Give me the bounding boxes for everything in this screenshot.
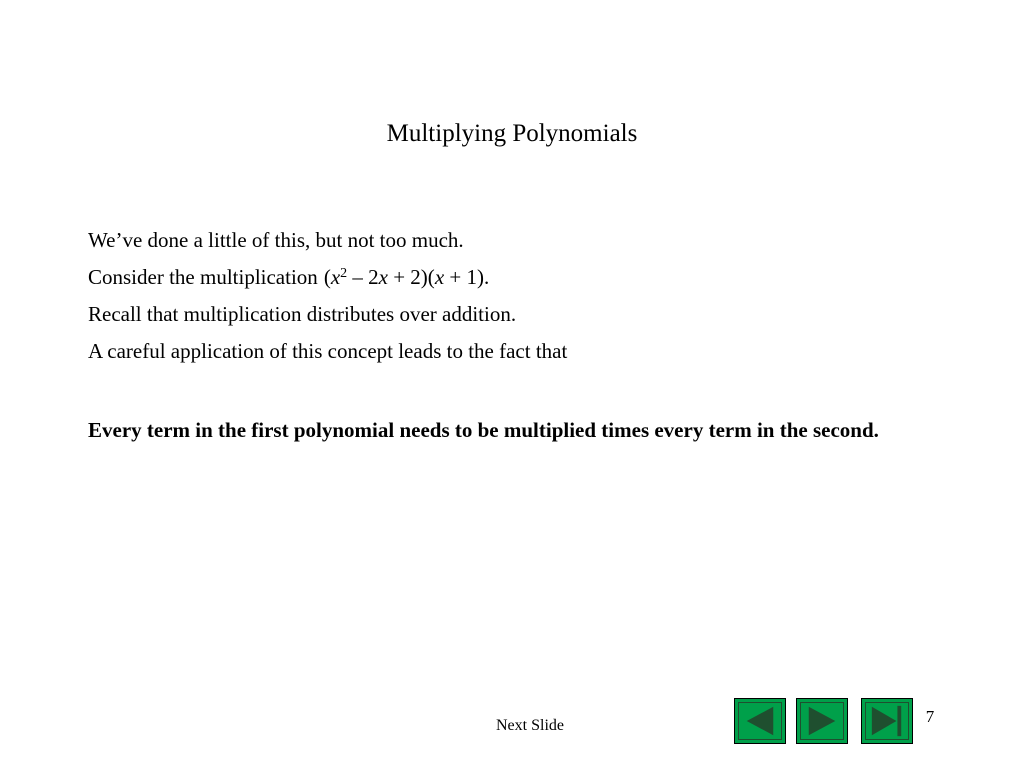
formula-mid-1: – 2 [347, 265, 379, 289]
body-line-1: We’ve done a little of this, but not too much. [88, 228, 464, 252]
triangle-right-icon [801, 703, 843, 739]
next-slide-button[interactable] [796, 698, 848, 744]
formula-open: ( [323, 265, 331, 289]
skip-to-end-icon [866, 703, 908, 739]
formula-end: + 1). [444, 265, 490, 289]
formula-mid-2: + 2)( [387, 265, 435, 289]
last-slide-button-face [865, 702, 909, 740]
last-slide-button[interactable] [861, 698, 913, 744]
formula-var-2: x [378, 265, 388, 289]
body-line-4: A careful application of this concept leads to the fact that [88, 339, 568, 363]
formula-var-3: x [434, 265, 445, 289]
previous-slide-button-face [738, 702, 782, 740]
slide-body [88, 228, 948, 376]
formula-exponent: 2 [340, 266, 348, 281]
next-slide-link[interactable]: Next Slide [496, 717, 564, 734]
formula-var-1: x [330, 265, 341, 289]
body-line-2-text: Consider the multiplication [88, 265, 318, 289]
previous-slide-button[interactable] [734, 698, 786, 744]
body-line-2 [88, 265, 948, 302]
slide-title: Multiplying Polynomials [386, 120, 638, 147]
next-slide-button-face [800, 702, 844, 740]
triangle-left-icon [739, 703, 781, 739]
polynomial-formula [324, 265, 489, 289]
key-statement: Every term in the first polynomial needs to be multiplied times every term in the second. [88, 418, 879, 442]
page-number: 7 [925, 707, 935, 726]
body-line-3: Recall that multiplication distributes over addition. [88, 302, 517, 326]
